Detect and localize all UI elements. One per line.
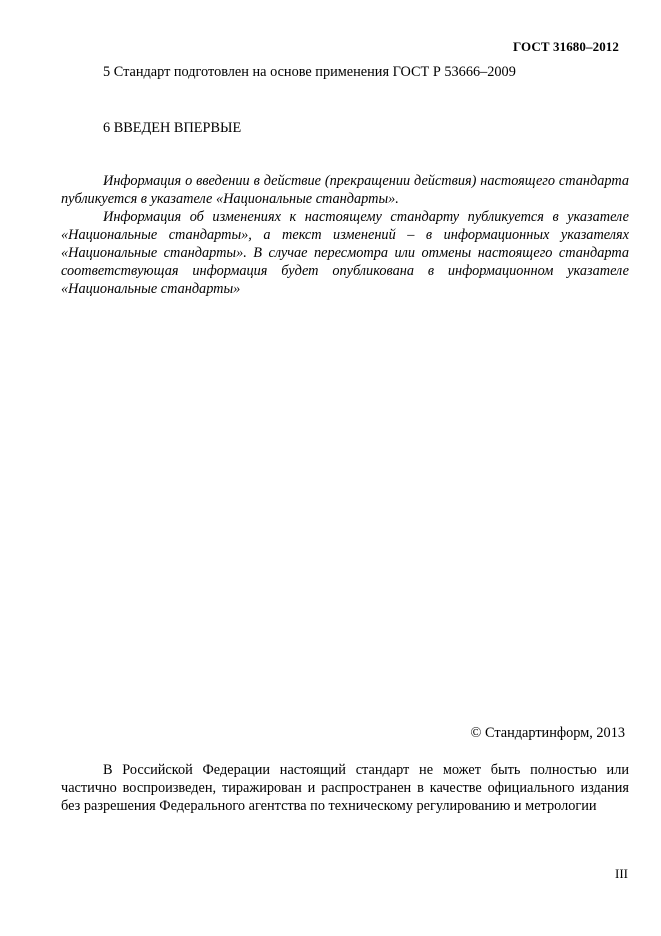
info-changes-paragraph: Информация об изменениях к настоящему стандарту публикуется в указателе «Национальные стандарты», а текст изменений – в информационных указателях «Национальные стандарты». В случае пересмотра или отмены настоящего стандарта соответствующая информация будет опубликована в информационном указателе «Национальные стандарты» xyxy=(61,209,629,297)
info-introduction-paragraph: Информация о введении в действие (прекращении действия) настоящего стандарта публикуется в указателе «Национальные стандарты». xyxy=(61,173,629,207)
item-6-first-introduced: 6 ВВЕДЕН ВПЕРВЫЕ xyxy=(103,120,242,136)
page-number: III xyxy=(615,866,628,881)
copyright-notice: © Стандартинформ, 2013 xyxy=(470,725,625,741)
document-code-header: ГОСТ 31680–2012 xyxy=(512,39,619,54)
legal-notice-paragraph: В Российской Федерации настоящий стандарт не может быть полностью или частично воспроизведен, тиражирован и распространен в качестве официального издания без разрешения Федерального агентства по техническому регулированию и метрологии xyxy=(61,762,629,814)
item-5-basis-statement: 5 Стандарт подготовлен на основе применения ГОСТ Р 53666–2009 xyxy=(103,64,516,80)
